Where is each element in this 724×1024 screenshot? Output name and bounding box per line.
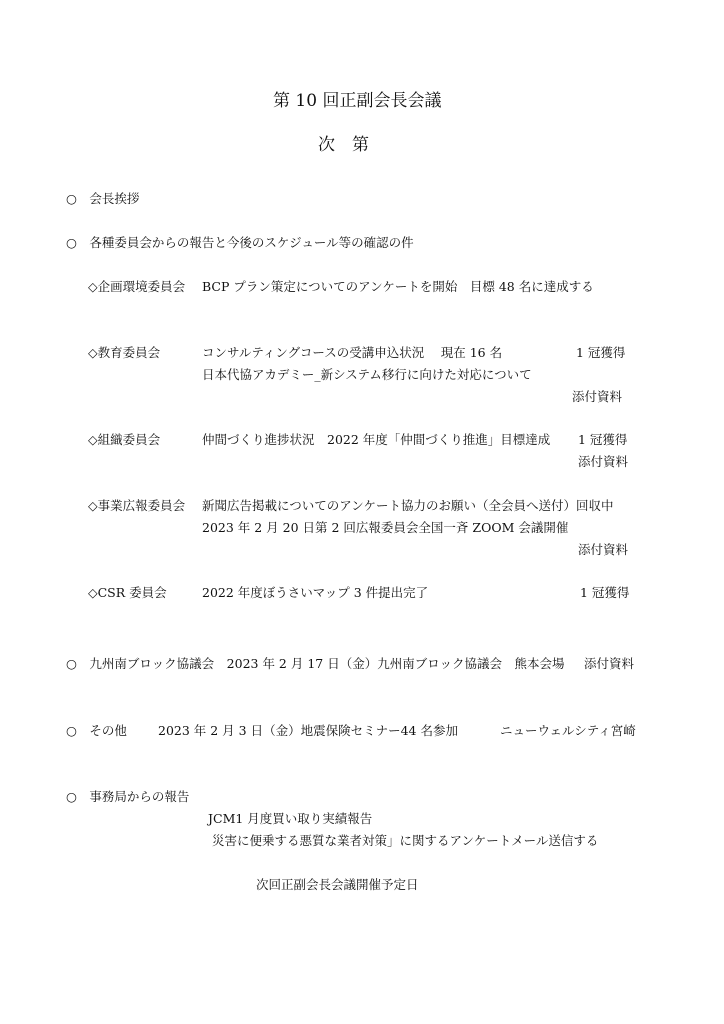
next-meeting-date: 次回正副会長会議開催予定日 (256, 877, 419, 892)
kyushu-block-item: ○ 九州南ブロック協議会 2023 年 2 月 17 日（金）九州南ブロック協議会 熊本会場 (66, 656, 565, 671)
organization-committee-note: 1 冠獲得 (578, 432, 628, 447)
committee-report-heading: ○ 各種委員会からの報告と今後のスケジュール等の確認の件 (66, 235, 414, 250)
planning-committee-text: BCP プラン策定についてのアンケートを開始 目標 48 名に達成する (202, 279, 594, 294)
other-item-label: ○ その他 (66, 723, 127, 738)
education-committee-name: ◇教育委員会 (88, 345, 161, 360)
pr-committee-attachment: 添付資料 (578, 542, 629, 557)
education-committee-line1: コンサルティングコースの受講申込状況 現在 16 名 (202, 345, 503, 360)
kyushu-block-attachment: 添付資料 (584, 656, 635, 671)
pr-committee-name: ◇事業広報委員会 (88, 498, 186, 513)
organization-committee-line1: 仲間づくり進捗状況 2022 年度「仲間づくり推進」目標達成 (202, 432, 551, 447)
education-committee-line2: 日本代協アカデミー_新システム移行に向けた対応について (202, 367, 532, 382)
greeting-item: ○ 会長挨拶 (66, 191, 140, 206)
secretariat-line1: JCM1 月度買い取り実績報告 (208, 811, 373, 826)
document-subtitle: 次 第 (318, 135, 369, 155)
other-item-venue: ニューウェルシティ宮崎 (500, 723, 636, 738)
csr-committee-line1: 2022 年度ぼうさいマップ 3 件提出完了 (202, 585, 429, 600)
pr-committee-line1: 新聞広告掲載についてのアンケート協力のお願い（全会員へ送付）回収中 (202, 498, 614, 513)
csr-committee-note: 1 冠獲得 (580, 585, 630, 600)
education-committee-note: 1 冠獲得 (576, 345, 626, 360)
document-title: 第 10 回正副会長会議 (273, 91, 442, 111)
csr-committee-name: ◇CSR 委員会 (88, 585, 167, 600)
organization-committee-name: ◇組織委員会 (88, 432, 161, 447)
other-item-text: 2023 年 2 月 3 日（金）地震保険セミナー44 名参加 (158, 723, 458, 738)
organization-committee-attachment: 添付資料 (578, 454, 629, 469)
secretariat-line2: 災害に便乗する悪質な業者対策」に関するアンケートメール送信する (212, 833, 599, 848)
education-committee-attachment: 添付資料 (572, 389, 623, 404)
secretariat-label: ○ 事務局からの報告 (66, 789, 190, 804)
pr-committee-line2: 2023 年 2 月 20 日第 2 回広報委員会全国一斉 ZOOM 会議開催 (202, 520, 569, 535)
planning-committee-name: ◇企画環境委員会 (88, 279, 186, 294)
